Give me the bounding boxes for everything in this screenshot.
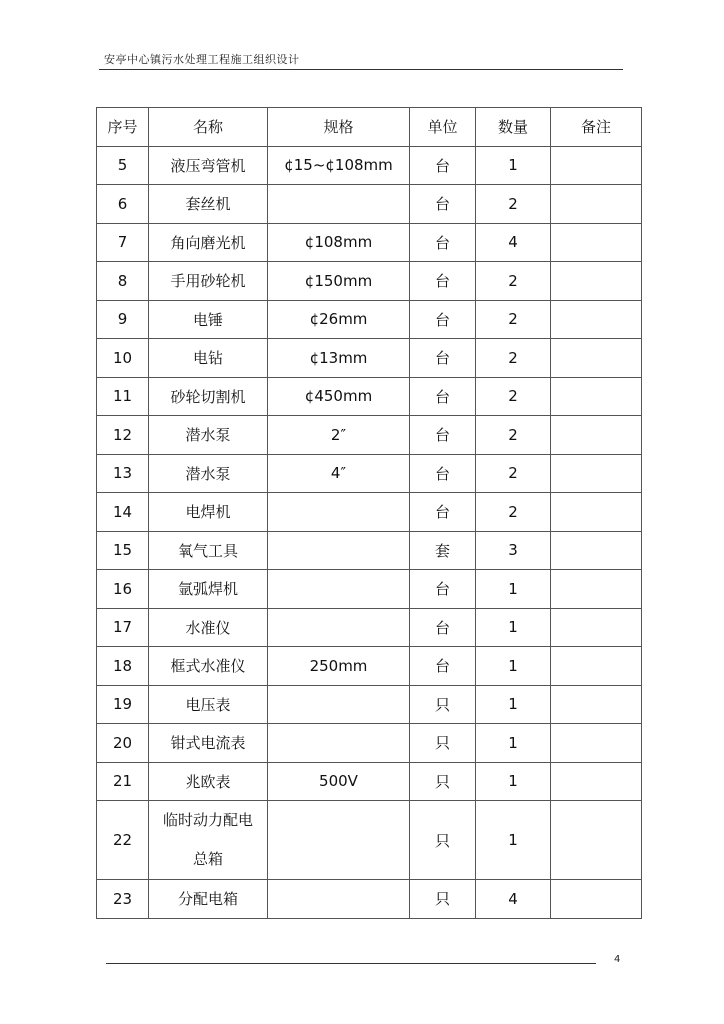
- cell-spec: [268, 185, 410, 224]
- cell-spec: 4″: [268, 454, 410, 493]
- cell-note: [551, 416, 642, 455]
- cell-note: [551, 647, 642, 686]
- cell-spec: [268, 493, 410, 532]
- cell-note: [551, 531, 642, 570]
- cell-unit: 台: [410, 185, 476, 224]
- cell-qty: 4: [476, 880, 551, 919]
- cell-unit: 台: [410, 377, 476, 416]
- cell-unit: 只: [410, 762, 476, 801]
- cell-note: [551, 608, 642, 647]
- cell-name: 手用砂轮机: [149, 262, 268, 301]
- table-row: [97, 685, 642, 724]
- cell-index: 9: [97, 300, 149, 339]
- cell-note: [551, 454, 642, 493]
- cell-index: 5: [97, 146, 149, 185]
- column-header-index: 序号: [97, 108, 149, 147]
- cell-qty: 1: [476, 724, 551, 763]
- cell-note: [551, 223, 642, 262]
- cell-spec: ¢26mm: [268, 300, 410, 339]
- cell-index: 21: [97, 762, 149, 801]
- cell-name: 角向磨光机: [149, 223, 268, 262]
- cell-note: [551, 724, 642, 763]
- cell-spec: ¢13mm: [268, 339, 410, 378]
- cell-note: [551, 185, 642, 224]
- cell-qty: 1: [476, 647, 551, 686]
- cell-qty: 2: [476, 454, 551, 493]
- cell-index: 23: [97, 880, 149, 919]
- cell-name-line-2: 总箱: [192, 850, 223, 868]
- column-header-name: 名称: [149, 108, 268, 147]
- page-number: 4: [614, 954, 621, 965]
- table-row: [97, 262, 642, 301]
- cell-note: [551, 762, 642, 801]
- cell-qty: 1: [476, 570, 551, 609]
- cell-name: 潜水泵: [149, 416, 268, 455]
- cell-note: [551, 339, 642, 378]
- table-header-row: [97, 108, 642, 147]
- cell-index: 15: [97, 531, 149, 570]
- cell-note: [551, 570, 642, 609]
- column-header-unit: 单位: [410, 108, 476, 147]
- table-row: [97, 185, 642, 224]
- cell-note: [551, 685, 642, 724]
- cell-spec: 2″: [268, 416, 410, 455]
- cell-spec: [268, 724, 410, 763]
- cell-unit: 台: [410, 146, 476, 185]
- table-row: [97, 454, 642, 493]
- cell-spec: ¢108mm: [268, 223, 410, 262]
- table-row: [97, 146, 642, 185]
- cell-index: 19: [97, 685, 149, 724]
- cell-note: [551, 262, 642, 301]
- cell-note: [551, 493, 642, 532]
- cell-index: 10: [97, 339, 149, 378]
- cell-index: 7: [97, 223, 149, 262]
- cell-name: 电锤: [149, 300, 268, 339]
- cell-note: [551, 880, 642, 919]
- cell-qty: 4: [476, 223, 551, 262]
- cell-unit: 套: [410, 531, 476, 570]
- cell-spec: 250mm: [268, 647, 410, 686]
- table-row: [97, 300, 642, 339]
- cell-unit: 台: [410, 454, 476, 493]
- table-row: [97, 377, 642, 416]
- cell-name: 兆欧表: [149, 762, 268, 801]
- cell-qty: 2: [476, 185, 551, 224]
- table-row: [97, 880, 642, 919]
- cell-unit: 台: [410, 647, 476, 686]
- cell-spec: [268, 608, 410, 647]
- cell-name: 潜水泵: [149, 454, 268, 493]
- cell-unit: 只: [410, 685, 476, 724]
- cell-qty: 2: [476, 416, 551, 455]
- cell-unit: 台: [410, 416, 476, 455]
- cell-index: 17: [97, 608, 149, 647]
- table-row: [97, 801, 642, 880]
- cell-name: 砂轮切割机: [149, 377, 268, 416]
- cell-spec: [268, 685, 410, 724]
- cell-spec: [268, 880, 410, 919]
- cell-name: 电钻: [149, 339, 268, 378]
- cell-note: [551, 300, 642, 339]
- cell-name: [149, 801, 268, 880]
- cell-name: 电焊机: [149, 493, 268, 532]
- table-row: [97, 724, 642, 763]
- cell-qty: 1: [476, 146, 551, 185]
- cell-unit: 台: [410, 300, 476, 339]
- cell-name: 氩弧焊机: [149, 570, 268, 609]
- cell-name: 液压弯管机: [149, 146, 268, 185]
- cell-spec: ¢15~¢108mm: [268, 146, 410, 185]
- cell-index: 22: [97, 801, 149, 880]
- cell-spec: ¢150mm: [268, 262, 410, 301]
- column-header-spec: 规格: [268, 108, 410, 147]
- cell-qty: 2: [476, 493, 551, 532]
- cell-qty: 1: [476, 685, 551, 724]
- cell-name: 钳式电流表: [149, 724, 268, 763]
- cell-unit: 台: [410, 493, 476, 532]
- table-row: [97, 570, 642, 609]
- document-header-title: 安亭中心镇污水处理工程施工组织设计: [104, 53, 300, 66]
- cell-unit: 只: [410, 724, 476, 763]
- cell-unit: 台: [410, 570, 476, 609]
- table-row: [97, 223, 642, 262]
- cell-index: 14: [97, 493, 149, 532]
- cell-qty: 2: [476, 339, 551, 378]
- cell-spec: [268, 531, 410, 570]
- cell-note: [551, 146, 642, 185]
- cell-spec: 500V: [268, 762, 410, 801]
- table-row: [97, 762, 642, 801]
- table-row: [97, 608, 642, 647]
- cell-unit: 只: [410, 880, 476, 919]
- cell-spec: [268, 801, 410, 880]
- cell-spec: [268, 570, 410, 609]
- table-row: [97, 531, 642, 570]
- cell-qty: 2: [476, 262, 551, 301]
- cell-note: [551, 377, 642, 416]
- cell-unit: 台: [410, 262, 476, 301]
- cell-qty: 1: [476, 801, 551, 880]
- table-row: [97, 416, 642, 455]
- cell-name: 套丝机: [149, 185, 268, 224]
- table-row: [97, 647, 642, 686]
- cell-qty: 1: [476, 762, 551, 801]
- cell-index: 6: [97, 185, 149, 224]
- table-row: [97, 493, 642, 532]
- column-header-note: 备注: [551, 108, 642, 147]
- cell-unit: 台: [410, 339, 476, 378]
- cell-name: 氧气工具: [149, 531, 268, 570]
- cell-note: [551, 801, 642, 880]
- cell-qty: 1: [476, 608, 551, 647]
- cell-unit: 只: [410, 801, 476, 880]
- cell-index: 16: [97, 570, 149, 609]
- cell-unit: 台: [410, 608, 476, 647]
- footer-divider: [106, 963, 596, 964]
- cell-index: 13: [97, 454, 149, 493]
- cell-index: 11: [97, 377, 149, 416]
- cell-qty: 2: [476, 300, 551, 339]
- header-divider: [99, 69, 623, 70]
- cell-name-line-1: 临时动力配电: [162, 811, 253, 829]
- cell-spec: ¢450mm: [268, 377, 410, 416]
- cell-index: 18: [97, 647, 149, 686]
- cell-index: 20: [97, 724, 149, 763]
- cell-index: 12: [97, 416, 149, 455]
- cell-name: 水准仪: [149, 608, 268, 647]
- cell-name: 电压表: [149, 685, 268, 724]
- cell-name: 分配电箱: [149, 880, 268, 919]
- equipment-table: [96, 107, 642, 919]
- cell-qty: 2: [476, 377, 551, 416]
- cell-qty: 3: [476, 531, 551, 570]
- column-header-qty: 数量: [476, 108, 551, 147]
- table-row: [97, 339, 642, 378]
- cell-unit: 台: [410, 223, 476, 262]
- cell-index: 8: [97, 262, 149, 301]
- cell-name: 框式水准仪: [149, 647, 268, 686]
